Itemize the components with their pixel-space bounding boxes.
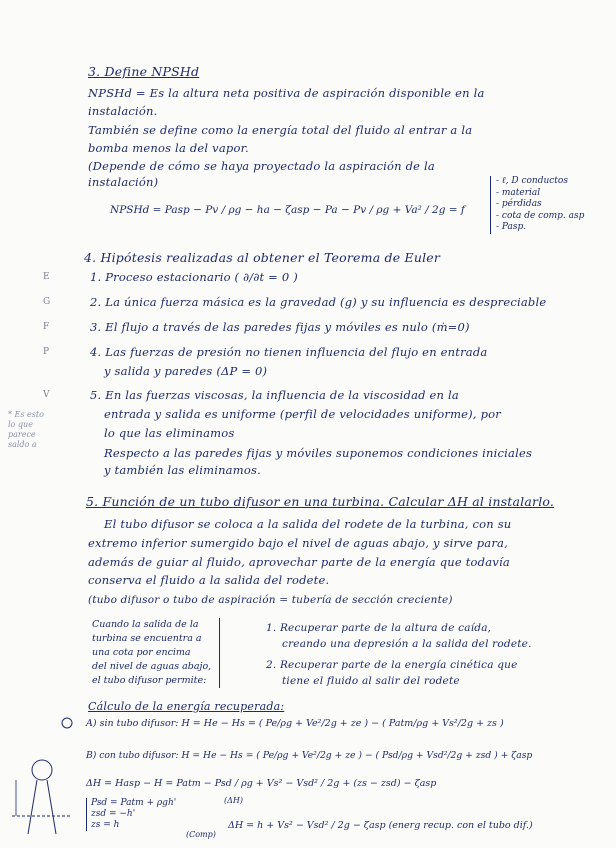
section4-item-5-cont1: entrada y salida es uniforme (perfil de velocidades uniforme), por xyxy=(104,407,501,421)
dependency-item: - material xyxy=(496,187,541,198)
section4-item-1: 1. Proceso estacionario ( ∂/∂t = 0 ) xyxy=(90,270,298,284)
recover-item-1: 1. Recuperar parte de la altura de caída, xyxy=(266,622,492,634)
section5-line-3: además de guiar al fluido, aprovechar parte de la energía que todavía xyxy=(88,555,510,569)
bottom-label-comp: (Comp) xyxy=(186,830,216,839)
condition-item: zsd = −h' xyxy=(91,809,136,819)
delta-h-formula: ΔH = Hasp − H = Patm − Psd / ρg + Vs² − Vsd² / 2g + (zs − zsd) − ζasp xyxy=(86,778,437,789)
calc-a: A) sin tubo difusor: H = He − Hs = ( Pe/ρg + Ve²/2g + ze ) − ( Patm/ρg + Vs²/2g + zs ) xyxy=(86,718,504,729)
calc-b: B) con tubo difusor: H = He − Hs = ( Pe/ρg + Ve²/2g + ze ) − ( Psd/ρg + Vsd²/2g + zsd ) + ζasp xyxy=(86,750,533,761)
turbine-circle xyxy=(32,760,52,780)
recover-item-2: 2. Recuperar parte de la energía cinética que xyxy=(266,659,518,671)
turbine-condition-box xyxy=(92,618,220,688)
box-line: Cuando la salida de la xyxy=(92,619,199,630)
section4-title: 4. Hipótesis realizadas al obtener el Teorema de Euler xyxy=(84,250,441,265)
box-line: una cota por encima xyxy=(92,647,191,658)
section3-line-6: instalación) xyxy=(88,175,159,189)
margin-letter: E xyxy=(43,272,50,282)
section4-item-5: 5. En las fuerzas viscosas, la influencia de la viscosidad en la xyxy=(90,388,459,402)
section3-line-1: NPSHd = Es la altura neta positiva de aspiración disponible en la xyxy=(88,86,485,100)
section3-line-5: (Depende de cómo se haya proyectado la aspiración de la xyxy=(88,159,435,173)
section3-line-2: instalación. xyxy=(88,104,158,118)
box-line: el tubo difusor permite: xyxy=(92,675,207,686)
recover-item-1-cont: creando una depresión a la salida del rodete. xyxy=(282,638,532,650)
recover-item-2-cont: tiene el fluido al salir del rodete xyxy=(282,675,460,687)
dependency-item: - ℓ, D conductos xyxy=(496,176,568,186)
section3-title: 3. Define NPSHd xyxy=(88,64,200,79)
margin-letter: P xyxy=(43,347,50,357)
box-line: turbina se encuentra a xyxy=(92,633,202,644)
section5-line-1: El tubo difusor se coloca a la salida del rodete de la turbina, con su xyxy=(104,517,512,531)
calc-marker-icon xyxy=(60,716,74,730)
dependency-item: - pérdidas xyxy=(496,199,542,209)
section5-line-5: (tubo difusor o tubo de aspiración = tubería de sección creciente) xyxy=(88,594,453,606)
calc-title: Cálculo de la energía recuperada: xyxy=(88,700,285,713)
bottom-label-dh: (ΔH) xyxy=(224,796,243,805)
condition-item: zs = h xyxy=(91,820,120,830)
final-formula: ΔH = h + Vs² − Vsd² / 2g − ζasp (energ recup. con el tubo dif.) xyxy=(228,820,533,831)
margin-note: * Es esto lo que parece saldo a xyxy=(8,410,44,449)
section5-line-2: extremo inferior sumergido bajo el nivel de aguas abajo, y sirve para, xyxy=(88,536,508,550)
draft-tube-sketch xyxy=(4,756,74,846)
margin-letter: F xyxy=(43,322,50,332)
section4-item-2: 2. La única fuerza másica es la gravedad (g) y su influencia es despreciable xyxy=(90,295,547,309)
npshd-formula: NPSHd = Pasp − Pv / ρg − ha − ζasp − Pa − Pv / ρg + Va² / 2g = f xyxy=(110,204,465,216)
section5-title: 5. Función de un tubo difusor en una turbina. Calcular ΔH al instalarlo. xyxy=(86,494,555,509)
section3-line-3: También se define como la energía total del fluido al entrar a la xyxy=(88,123,473,137)
margin-letter: G xyxy=(43,297,51,307)
section4-item-5-cont2: lo que las eliminamos xyxy=(104,426,235,440)
tube-right-wall xyxy=(47,780,56,834)
condition-item: Psd = Patm + ρgh' xyxy=(91,798,177,808)
boundary-conditions xyxy=(86,798,176,831)
section4-item-5-cont3: Respecto a las paredes fijas y móviles suponemos condiciones iniciales xyxy=(104,446,533,460)
npshd-dependencies xyxy=(490,176,584,234)
margin-letter: V xyxy=(43,390,50,400)
section4-item-3: 3. El flujo a través de las paredes fijas y móviles es nulo (ṁ=0) xyxy=(90,320,470,334)
section5-line-4: conserva el fluido a la salida del rodete. xyxy=(88,573,330,587)
section4-item-4-cont: y salida y paredes (ΔP = 0) xyxy=(104,364,268,378)
dependency-item: - Pasp. xyxy=(496,222,527,232)
section4-item-4: 4. Las fuerzas de presión no tienen influencia del flujo en entrada xyxy=(90,345,488,359)
section4-item-5-cont4: y también las eliminamos. xyxy=(104,463,261,477)
dependency-item: - cota de comp. asp xyxy=(496,210,585,221)
tube-left-wall xyxy=(28,780,37,834)
section3-line-4: bomba menos la del vapor. xyxy=(88,141,249,155)
box-line: del nivel de aguas abajo, xyxy=(92,661,212,672)
